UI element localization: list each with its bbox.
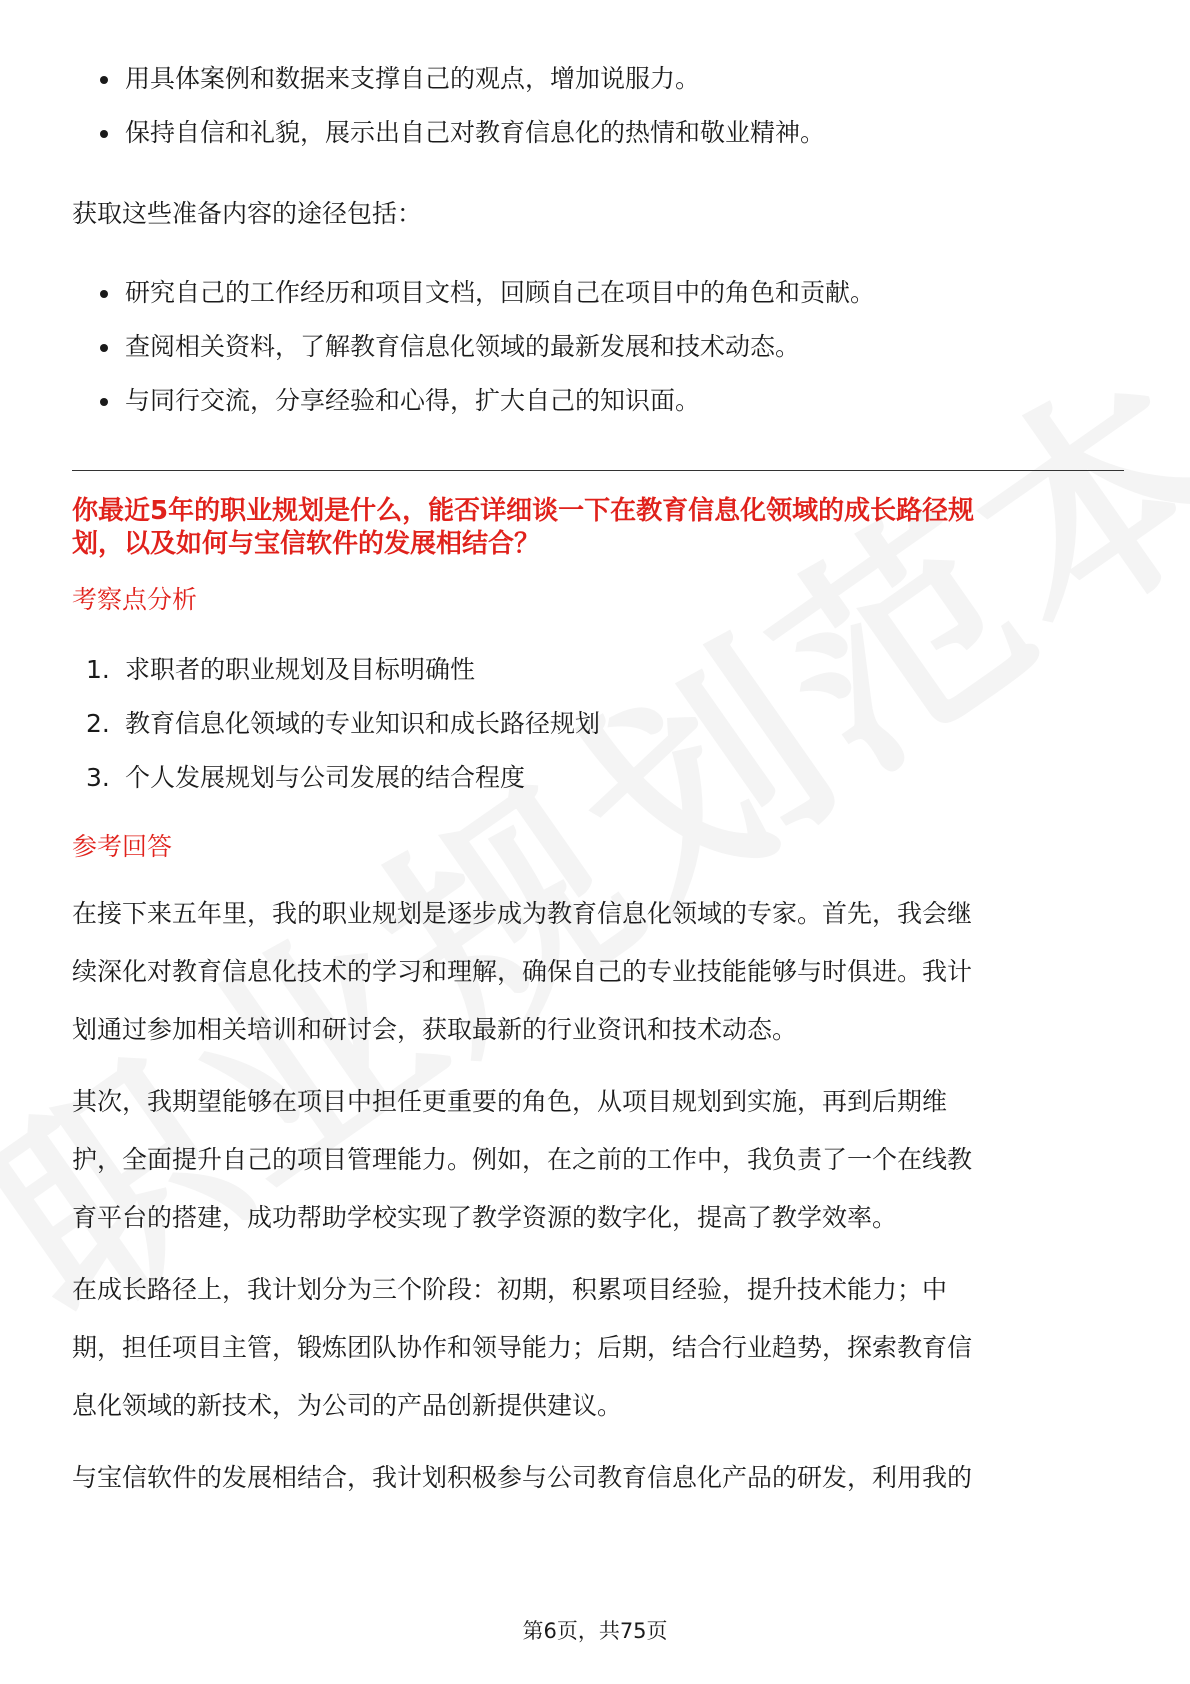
list-item: 查阅相关资料，了解教育信息化领域的最新发展和技术动态。	[72, 330, 1122, 363]
list-number: 3.	[86, 763, 110, 792]
paragraph-line: 期，担任项目主管，锻炼团队协作和领导能力；后期，结合行业趋势，探索教育信	[72, 1333, 973, 1362]
paragraph-line: 其次，我期望能够在项目中担任更重要的角色，从项目规划到实施，再到后期维	[72, 1087, 948, 1116]
list-number: 1.	[86, 655, 110, 684]
paragraph-line: 育平台的搭建，成功帮助学校实现了教学资源的数字化，提高了教学效率。	[72, 1203, 898, 1232]
analysis-title: 考察点分析	[72, 585, 198, 614]
paragraph-line: 在成长路径上，我计划分为三个阶段：初期，积累项目经验，提升技术能力；中	[72, 1275, 948, 1304]
answer-title: 参考回答	[72, 832, 173, 861]
list-item: 用具体案例和数据来支撑自己的观点，增加说服力。	[72, 62, 1122, 95]
sources-intro: 获取这些准备内容的途径包括：	[72, 199, 423, 228]
top-bullet-list	[72, 62, 1122, 149]
question-line-1: 你最近5年的职业规划是什么，能否详细谈一下在教育信息化领域的成长路径规	[72, 496, 975, 526]
answer-paragraph-2	[72, 1073, 1132, 1247]
section-divider	[72, 470, 1124, 471]
list-item	[72, 707, 1122, 740]
paragraph-line: 在接下来五年里，我的职业规划是逐步成为教育信息化领域的专家。首先，我会继	[72, 899, 973, 928]
paragraph-line: 息化领域的新技术，为公司的产品创新提供建议。	[72, 1391, 623, 1420]
page-footer: 第6页，共75页	[522, 1619, 668, 1643]
answer-paragraph-3	[72, 1261, 1132, 1435]
list-number: 2.	[86, 709, 110, 738]
question-line-2: 划，以及如何与宝信软件的发展相结合？	[72, 529, 541, 559]
question-heading	[72, 495, 1132, 561]
list-item: 研究自己的工作经历和项目文档，回顾自己在项目中的角色和贡献。	[72, 276, 1122, 309]
answer-paragraph-1	[72, 885, 1132, 1059]
sources-bullet-list	[72, 276, 1122, 417]
list-text: 个人发展规划与公司发展的结合程度	[125, 763, 526, 792]
list-item: 保持自信和礼貌，展示出自己对教育信息化的热情和敬业精神。	[72, 116, 1122, 149]
list-text: 求职者的职业规划及目标明确性	[125, 655, 476, 684]
paragraph-line: 与宝信软件的发展相结合，我计划积极参与公司教育信息化产品的研发，利用我的	[72, 1463, 973, 1492]
list-item	[72, 761, 1122, 794]
list-text: 教育信息化领域的专业知识和成长路径规划	[125, 709, 601, 738]
answer-paragraph-4	[72, 1449, 1132, 1507]
analysis-list	[72, 653, 1122, 794]
list-item: 与同行交流，分享经验和心得，扩大自己的知识面。	[72, 384, 1122, 417]
paragraph-line: 护，全面提升自己的项目管理能力。例如，在之前的工作中，我负责了一个在线教	[72, 1145, 973, 1174]
paragraph-line: 划通过参加相关培训和研讨会，获取最新的行业资讯和技术动态。	[72, 1015, 798, 1044]
paragraph-line: 续深化对教育信息化技术的学习和理解，确保自己的专业技能能够与时俱进。我计	[72, 957, 973, 986]
list-item	[72, 653, 1122, 686]
